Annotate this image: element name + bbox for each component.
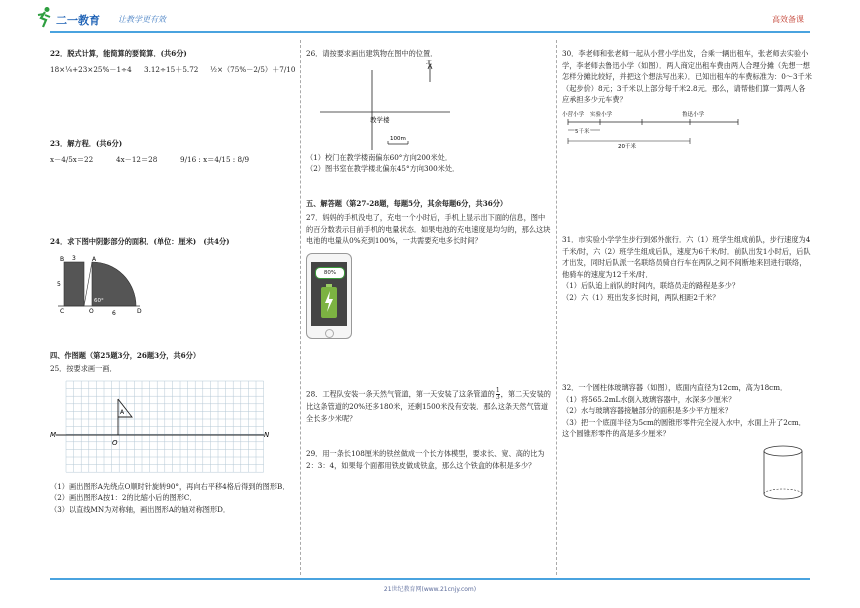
question-24 — [50, 236, 295, 316]
q22-expr-3: ½×（75%－2/5）＋7/10 — [210, 64, 296, 74]
q26-step-1: （1）校门在教学楼南偏东60°方向200米处． — [306, 152, 453, 162]
q25-step-3: （3）以直线MN为对称轴，画出图形A的轴对称图形D． — [50, 504, 231, 514]
q28-text-part1: 28．工程队安装一条天然气管道，第一天安装了这条管道的 — [306, 389, 495, 399]
q31-step-1: （1）后队追上前队的时间内，联络员走的路程是多少？ — [562, 281, 740, 291]
q24-label-5: 5 — [57, 280, 61, 288]
q25-title: 25．按要求画一画． — [50, 364, 117, 373]
question-32 — [562, 382, 812, 502]
question-22 — [50, 48, 295, 82]
q23-eq-2: 4x－12＝28 — [116, 154, 158, 164]
q31-text: 31．市实验小学学生步行到郊外旅行．六（1）班学生组成前队，步行速度为4千米/时，六（2）班学生组成后队，速度为6千米/时．前队出发1小时后，后队才出发，同时后队派一名联络员骑自行车在两队之间不间断地来回进行联络，他骑车的速度为12千米/时． — [562, 235, 811, 279]
question-25 — [50, 363, 295, 515]
column-separator — [300, 40, 301, 575]
q27-percent: 80% — [323, 269, 337, 276]
q25-grid-figure — [50, 377, 270, 477]
question-29 — [306, 448, 551, 471]
q26-map-figure — [310, 60, 460, 152]
q28-frac-den: 3 — [495, 394, 500, 401]
header-right-label: 高效备课 — [772, 15, 804, 24]
q30-text: 30．李老师和张老师一起从小营小学出发，合乘一辆出租车，张老师去实验小学，李老师去鲁迅小学（如图）．两人商定出租车费由两人合理分摊（先想一想怎样分摊比较好，并把这个想法写出来）．已知出租车的车费标准为：0～3千米（起步价）8元；3千米以上部分每千米2.8元．那么，请帮他们算一算两人各应承担多少元车费？ — [562, 49, 812, 105]
q26-title: 26．请按要求画出建筑物在图中的位置． — [306, 49, 438, 58]
q24-label-angle: 60° — [94, 297, 104, 304]
header-divider — [50, 31, 810, 33]
q26-scale-label: 100m — [390, 135, 406, 142]
question-28 — [306, 388, 551, 424]
runner-logo-icon — [34, 6, 54, 28]
column-separator — [556, 40, 557, 575]
section-5 — [306, 198, 551, 210]
section-4 — [50, 350, 295, 362]
q26-step-2: （2）图书室在教学楼北偏东45°方向300米处． — [306, 164, 460, 174]
q28-text-part2: ，第二天安装的比这条管道的20%还多180米，还剩1500米没有安装．那么这条天然气管道全长多少米呢？ — [306, 389, 551, 423]
q25-label-A: A — [120, 408, 125, 416]
q27-text: 27．妈妈的手机没电了，充电一个小时后，手机上显示出下面的信息，图中的百分数表示目前手机的电量状态．如果电池的充电速度是均匀的，那么这块电池的电量从0%充到100%，一共需要充电多长时间？ — [306, 213, 551, 246]
question-31 — [562, 234, 812, 303]
q32-step-3: （3）把一个底面半径为5cm的圆锥形零件完全浸入水中，水面上升了2cm．这个圆锥形零件的高是多少厘米？ — [562, 417, 806, 439]
cylinder-container-figure — [758, 444, 808, 502]
q30-label-shiyan: 实验小学 — [590, 111, 613, 118]
q24-label-A: A — [92, 255, 97, 263]
page-footer: 21世纪教育网(www.21cnjy.com) — [383, 586, 477, 593]
q30-label-xiaoying: 小营小学 — [562, 111, 585, 118]
q24-title: 24．求下图中阴影部分的面积．(单位：厘米) (共4分) — [50, 237, 230, 246]
q22-expr-1: 18×¼+23×25%－1÷4 — [50, 64, 132, 74]
q23-eq-3: 9/16 : x＝4/15 : 8/9 — [180, 154, 250, 164]
slogan: 让教学更有效 — [118, 15, 166, 24]
q28-frac-num: 1 — [495, 387, 500, 394]
q25-label-O: O — [112, 438, 118, 447]
q25-step-2: （2）画出图形A按1：2的比缩小后的图形C． — [50, 493, 197, 503]
q24-shaded-figure — [54, 254, 164, 316]
q30-route-figure — [562, 108, 742, 150]
q31-step-2: （2）六（1）班出发多长时间，两队相距2千米？ — [562, 292, 720, 302]
q29-text: 29．用一条长108厘米的铁丝做成一个长方体模型，要求长、宽、高的比为2：3：4，如果每个面都用铁皮做成铁盒，那么这个铁盒的体积是多少？ — [306, 449, 545, 470]
q28-fraction — [496, 388, 500, 401]
q22-expr-2: 3.12÷15＋5.72 — [144, 64, 199, 74]
q30-label-5km: 5千米 — [575, 128, 590, 135]
question-26 — [306, 48, 551, 175]
q23-eq-1: x－4/5x＝22 — [50, 154, 94, 164]
q32-step-2: （2）水与玻璃容器接触部分的面积是多少平方厘米？ — [562, 406, 732, 416]
question-27 — [306, 212, 551, 339]
q25-step-1: （1）画出图形A先绕点O顺时针旋转90°，再向右平移4格后得到的图形B． — [50, 481, 290, 491]
q26-building-label: 教学楼 — [370, 115, 390, 124]
q30-label-luxun: 鲁迅小学 — [682, 111, 705, 118]
q32-text: 32．一个圆柱体玻璃容器（如图），底面内直径为12cm，高为18cm． — [562, 383, 788, 392]
q30-label-20km: 20千米 — [618, 143, 636, 150]
q25-label-N: N — [264, 430, 270, 439]
section-5-title: 五、解答题（第27-28题，每题5分，其余每题6分，共36分） — [306, 199, 508, 208]
q24-label-B: B — [60, 255, 65, 263]
q24-label-6: 6 — [112, 309, 116, 316]
footer-divider — [50, 578, 810, 580]
section-4-title: 四、作图题（第25题3分，26题3分，共6分） — [50, 351, 201, 360]
q24-label-C: C — [60, 307, 65, 315]
battery-icon — [321, 284, 337, 318]
q24-label-O: O — [89, 307, 94, 315]
q22-title: 22．脱式计算，能简算的要简算．(共6分) — [50, 49, 187, 58]
question-30 — [562, 48, 812, 150]
q32-step-1: （1）将565.2mL水倒入玻璃容器中，水深多少厘米？ — [562, 394, 736, 404]
q26-north-label: 北 — [426, 59, 433, 66]
q27-percent-badge — [315, 267, 345, 279]
q24-label-3: 3 — [72, 254, 76, 262]
q23-title: 23．解方程．(共6分) — [50, 139, 123, 148]
logo-text: 二一教育 — [56, 14, 100, 27]
phone-charging-figure — [306, 253, 352, 339]
question-23 — [50, 138, 295, 172]
q25-label-M: M — [50, 430, 57, 439]
q24-label-D: D — [137, 307, 142, 315]
